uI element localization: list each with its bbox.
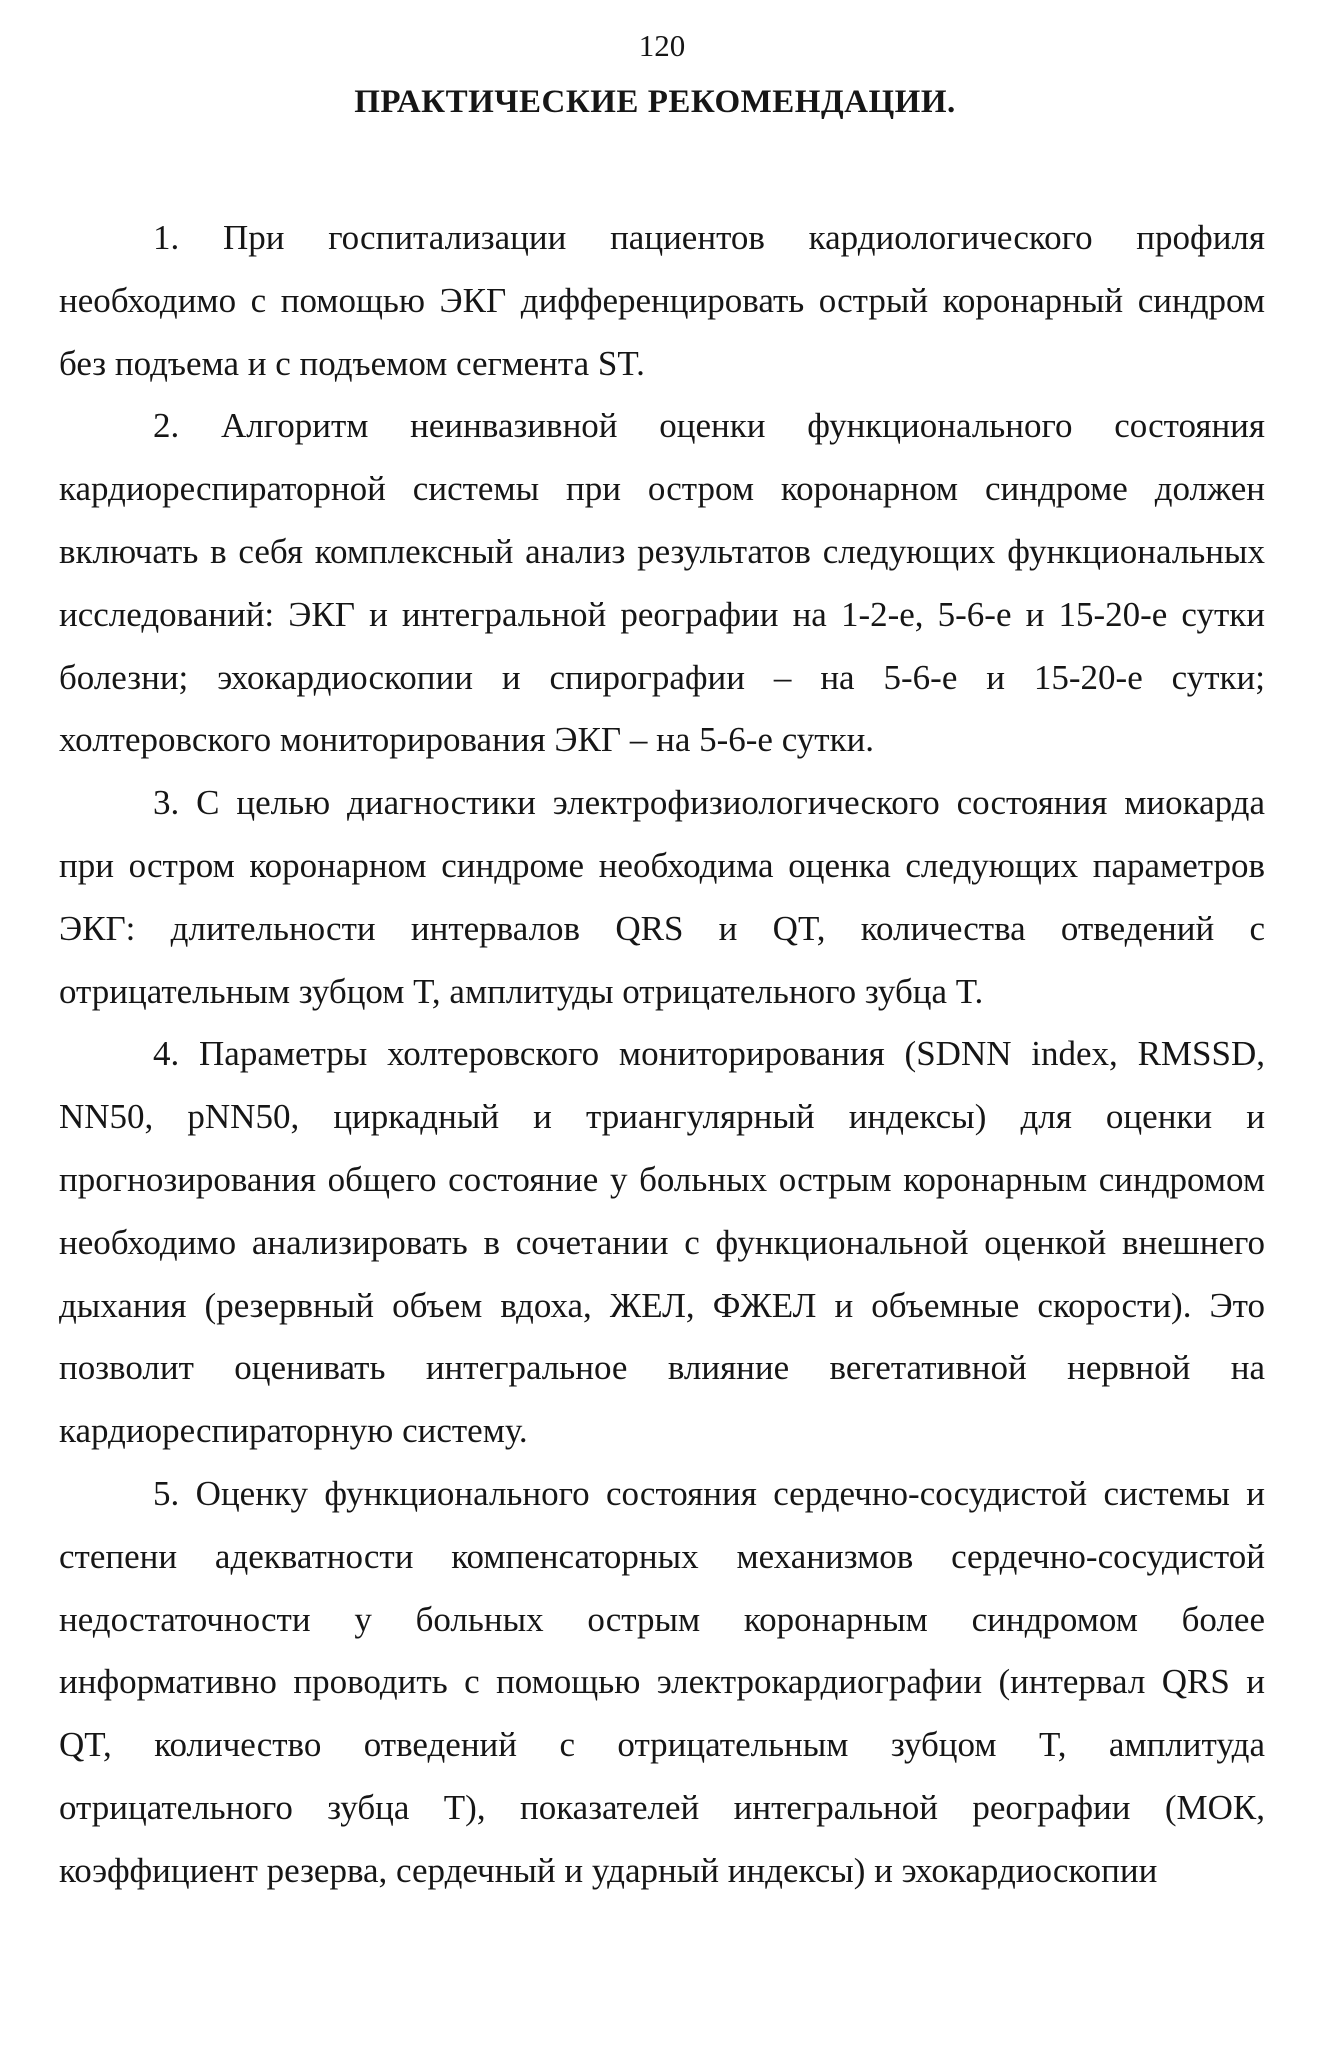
- recommendation-paragraph-1: 1. При госпитализации пациентов кардиологического профиля необходимо с помощью ЭКГ дифференцировать острый коронарный синдром без подъема и с подъемом сегмента ST.: [59, 218, 1265, 383]
- page-number: 120: [638, 28, 686, 63]
- recommendation-paragraph-3: 3. С целью диагностики электрофизиологического состояния миокарда при остром коронарном синдроме необходима оценка следующих параметров ЭКГ: длительности интервалов QRS и QT, количества отведений с отрицательным зубцом T, амплитуды отрицательного зубца T.: [59, 783, 1265, 1011]
- recommendation-paragraph-4: 4. Параметры холтеровского мониторирования (SDNN index, RMSSD, NN50, pNN50, циркадный и триангулярный индексы) для оценки и прогнозирования общего состояние у больных острым коронарным синдромом необходимо анализировать в сочетании с функциональной оценкой внешнего дыхания (резервный объем вдоха, ЖЕЛ, ФЖЕЛ и объемные скорости). Это позволит оценивать интегральное влияние вегетативной нервной на кардиореспираторную систему.: [59, 1034, 1265, 1451]
- recommendation-paragraph-5: 5. Оценку функционального состояния сердечно-сосудистой системы и степени адекватности компенсаторных механизмов сердечно-сосудистой недостаточности у больных острым коронарным синдромом более информативно проводить с помощью электрокардиографии (интервал QRS и QT, количество отведений с отрицательным зубцом T, амплитуда отрицательного зубца T), показателей интегральной реографии (МОК, коэффициент резерва, сердечный и ударный индексы) и эхокардиоскопии: [59, 1473, 1265, 1890]
- recommendation-paragraph-2: 2. Алгоритм неинвазивной оценки функционального состояния кардиореспираторной системы при остром коронарном синдроме должен включать в себя комплексный анализ результатов следующих функциональных исследований: ЭКГ и интегральной реографии на 1-2-е, 5-6-е и 15-20-е сутки болезни; эхокардиоскопии и спирографии – на 5-6-е и 15-20-е сутки; холтеровского мониторирования ЭКГ – на 5-6-е сутки.: [59, 406, 1265, 760]
- page-title: ПРАКТИЧЕСКИЕ РЕКОМЕНДАЦИИ.: [354, 84, 956, 120]
- recommendations-list: [59, 207, 1265, 1903]
